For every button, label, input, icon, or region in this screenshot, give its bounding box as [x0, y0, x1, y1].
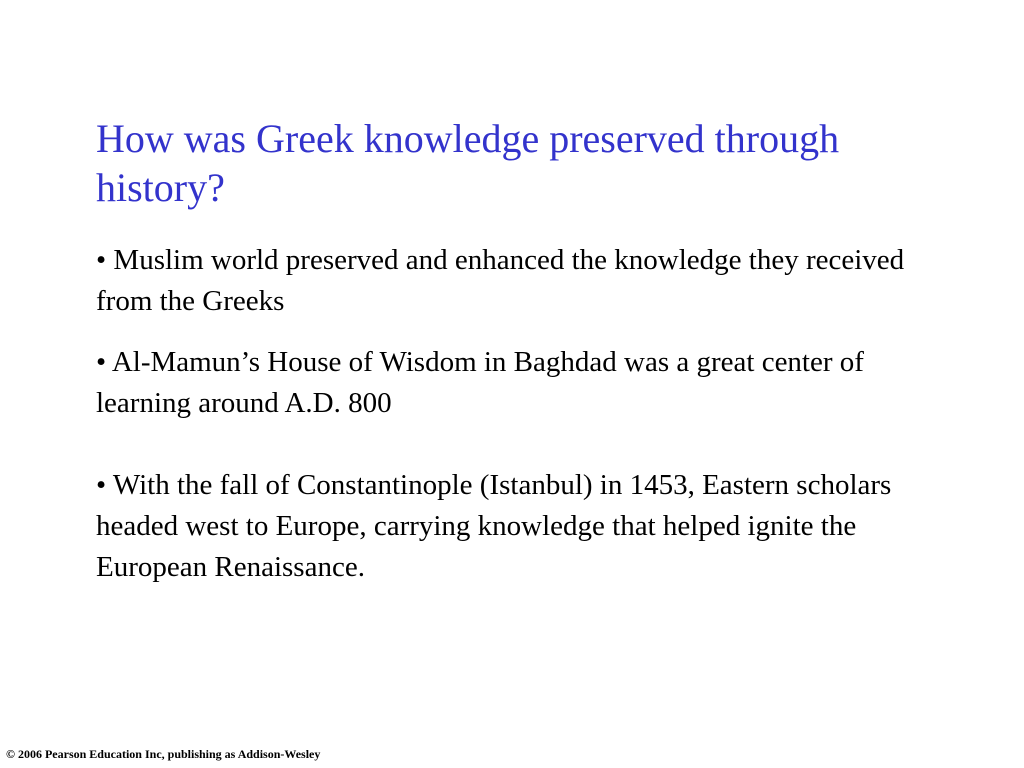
bullet-text: With the fall of Constantinople (Istanbul) in 1453, Eastern scholars headed west to Europe, carrying knowledge that helped ignite the European Renaissance. — [96, 469, 892, 583]
bullet-item-constantinople — [96, 465, 956, 588]
bullet-icon: • — [96, 244, 107, 276]
bullet-text: Al-Mamun’s House of Wisdom in Baghdad was a great center of learning around A.D. 800 — [96, 346, 864, 419]
bullet-item-house-of-wisdom — [96, 342, 956, 424]
bullet-text: Muslim world preserved and enhanced the knowledge they received from the Greeks — [96, 244, 905, 317]
copyright-footer: © 2006 Pearson Education Inc, publishing as Addison-Wesley — [6, 747, 321, 761]
bullet-item-muslim-world — [96, 240, 956, 322]
bullet-icon: • — [96, 469, 107, 501]
bullet-icon: • — [96, 346, 107, 378]
slide-title: How was Greek knowledge preserved through history? — [96, 116, 840, 210]
